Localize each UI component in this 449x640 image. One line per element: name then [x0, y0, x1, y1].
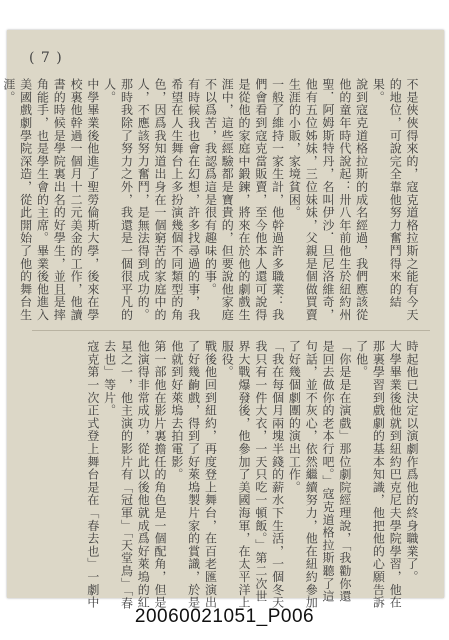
top-text-column — [1, 78, 420, 326]
paragraph: 有時候我也會在幻想，許多找尋過的事，我希望在人生舞台上多扮演幾個不同類型的角色，因爲我知道出身在一個窮苦的家庭中的人，不應該努力奮鬥，是無法得到成功的。那時我除了努力之外，我還是一個很平凡的人。 — [102, 78, 201, 322]
paragraph: 第一部他在影片裏擔任的角色是一個配角，但是他演得非常成功，從此以後他就成爲好萊塢的紅星之一，他主演的影片有「冠軍」「天堂鳥」「春去也」等片。 — [102, 340, 168, 610]
paragraph: 說到寇克道格拉斯的成名經過，我們應該從他的童年時代說起：卅八年前他生於紐約州聖．阿姆斯特丹，名叫伊沙．旦尼洛維奇，他有五位姊妹，三位妹妹，父親是個做買賣生涯的小販，家境貧困。 — [287, 78, 369, 322]
page-number: ( 7 ) — [29, 50, 63, 66]
paragraph: 一般了維持一家生計，他幹過許多職業：我們會看到寇克當販賣，至今他本人還可說得是從他的家庭中鍛鍊，將來在於他的劇戲生涯中，這些經驗都是寶貴的，但要說他家庭不以爲苦，我認爲這是很有趣味的事。 — [203, 78, 285, 322]
section-divider — [32, 330, 430, 331]
scanned-page — [1, 30, 444, 610]
paragraph: 不是俠俠得來的，寇克道格拉斯之能有今天的地位，可說完全靠他努力奮鬥得來的結果。 — [371, 78, 419, 322]
paragraph: 戰後他回到紐約，再度登上舞台，在百老匯演出了好幾齣戲，得到了好萊塢製片家的賞識，於是他就到好萊塢去拍電影。 — [169, 340, 218, 609]
bottom-text-column — [20, 340, 420, 615]
paragraph: 時起他已決定以演劇作爲他的終身職業了。 — [405, 340, 419, 584]
archive-id-caption: 20060021051_P006 — [134, 606, 315, 627]
paragraph: 「我在每個月兩塊半錢的薪水下生活，一個冬天我只有一件大衣，一天只吃一頓飯。」第二次世界大戰爆發後，他參加了美國海軍，在太平洋上服役。 — [220, 340, 285, 609]
paragraph: 中學畢業後他進了聖勞倫斯大學，後來在學校裏他幹過一個月十二元美金的工作，他讀書的時候是學院裏出名的好學生，並且是摔角能手，也是學生會的主席。畢業後他進入美國戲劇學院深造，從此開始了他的舞台生涯。 — [1, 78, 100, 322]
paragraph: 「你是是在演戲」那位劇院經理說，「我勸你還是回去做你的老本行吧。」寇克道格拉斯聽了這句話，並不灰心，依然繼續努力，他在紐約參加了好幾個劇團的演出工作。 — [287, 340, 352, 609]
paragraph: 寇克第一次正式登上舞台是在「春去也」一劇中 — [85, 340, 100, 609]
paragraph: 大學畢業後他就到紐約巴克尼夫學院學習，他在那裏學習到戲劇的基本知識，他把他的心願告訴了他。 — [354, 340, 403, 609]
